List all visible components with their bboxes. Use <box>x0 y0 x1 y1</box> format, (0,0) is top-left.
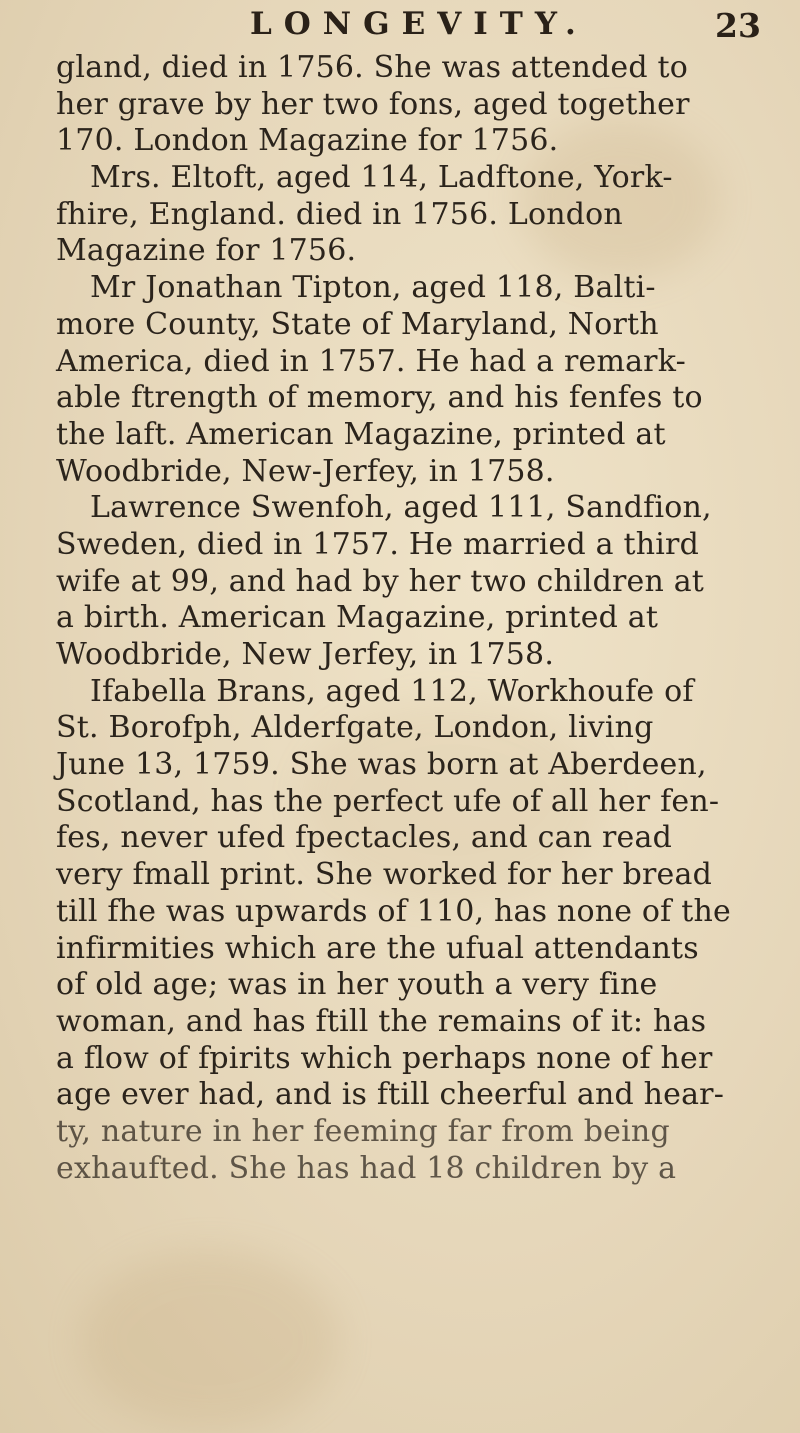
text-line: America, died in 1757. He had a remark- <box>56 343 686 379</box>
paper-stain <box>80 1250 340 1430</box>
text-line: till fhe was upwards of 110, has none of the <box>56 893 731 929</box>
text-line: exhaufted. She has had 18 children by a <box>56 1150 677 1186</box>
paragraph-start-swenfoh: Lawrence Swenfoh, aged 111, Sandfion, <box>90 490 712 526</box>
text-line: a flow of fpirits which perhaps none of her <box>56 1040 713 1076</box>
text-line: fes, never ufed fpectacles, and can read <box>56 820 672 856</box>
text-line: woman, and has ftill the remains of it: has <box>56 1003 707 1039</box>
body-text <box>56 50 764 1187</box>
text-line: fhire, England. died in 1756. London <box>56 196 623 232</box>
text-line: her grave by her two fons, aged together <box>56 86 690 122</box>
text-line: wife at 99, and had by her two children at <box>56 563 705 599</box>
text-line: gland, died in 1756. She was attended to <box>56 50 688 85</box>
paragraph-start-tipton: Mr Jonathan Tipton, aged 118, Balti- <box>90 270 656 306</box>
text-line: the laft. American Magazine, printed at <box>56 416 666 452</box>
text-line: 170. London Magazine for 1756. <box>56 123 559 159</box>
text-line: Scotland, has the perfect ufe of all her fen- <box>56 783 720 819</box>
text-line: Sweden, died in 1757. He married a third <box>56 526 699 562</box>
text-line: Woodbride, New-Jerfey, in 1758. <box>56 453 555 489</box>
text-line: June 13, 1759. She was born at Aberdeen, <box>56 747 707 783</box>
text-line: a birth. American Magazine, printed at <box>56 600 659 636</box>
text-line: of old age; was in her youth a very fine <box>56 967 658 1003</box>
text-line: able ftrength of memory, and his fenfes to <box>56 380 703 416</box>
text-line: Woodbride, New Jerfey, in 1758. <box>56 637 555 672</box>
page-header <box>0 2 800 48</box>
text-line: age ever had, and is ftill cheerful and hear- <box>56 1077 725 1113</box>
page-number: 23 <box>715 6 761 45</box>
text-line: Magazine for 1756. <box>56 233 357 269</box>
text-line: St. Borofph, Alderfgate, London, living <box>56 710 654 746</box>
running-head: LONGEVITY. <box>250 6 588 42</box>
paragraph-start-brans: Ifabella Brans, aged 112, Workhoufe of <box>90 673 694 709</box>
text-line: ty, nature in her feeming far from being <box>56 1113 670 1149</box>
paragraph-start-eltoft: Mrs. Eltoft, aged 114, Ladftone, York- <box>90 160 673 196</box>
text-line: more County, State of Maryland, North <box>56 306 659 342</box>
text-line: infirmities which are the ufual attendants <box>56 930 699 966</box>
text-line: very fmall print. She worked for her bread <box>56 857 712 893</box>
